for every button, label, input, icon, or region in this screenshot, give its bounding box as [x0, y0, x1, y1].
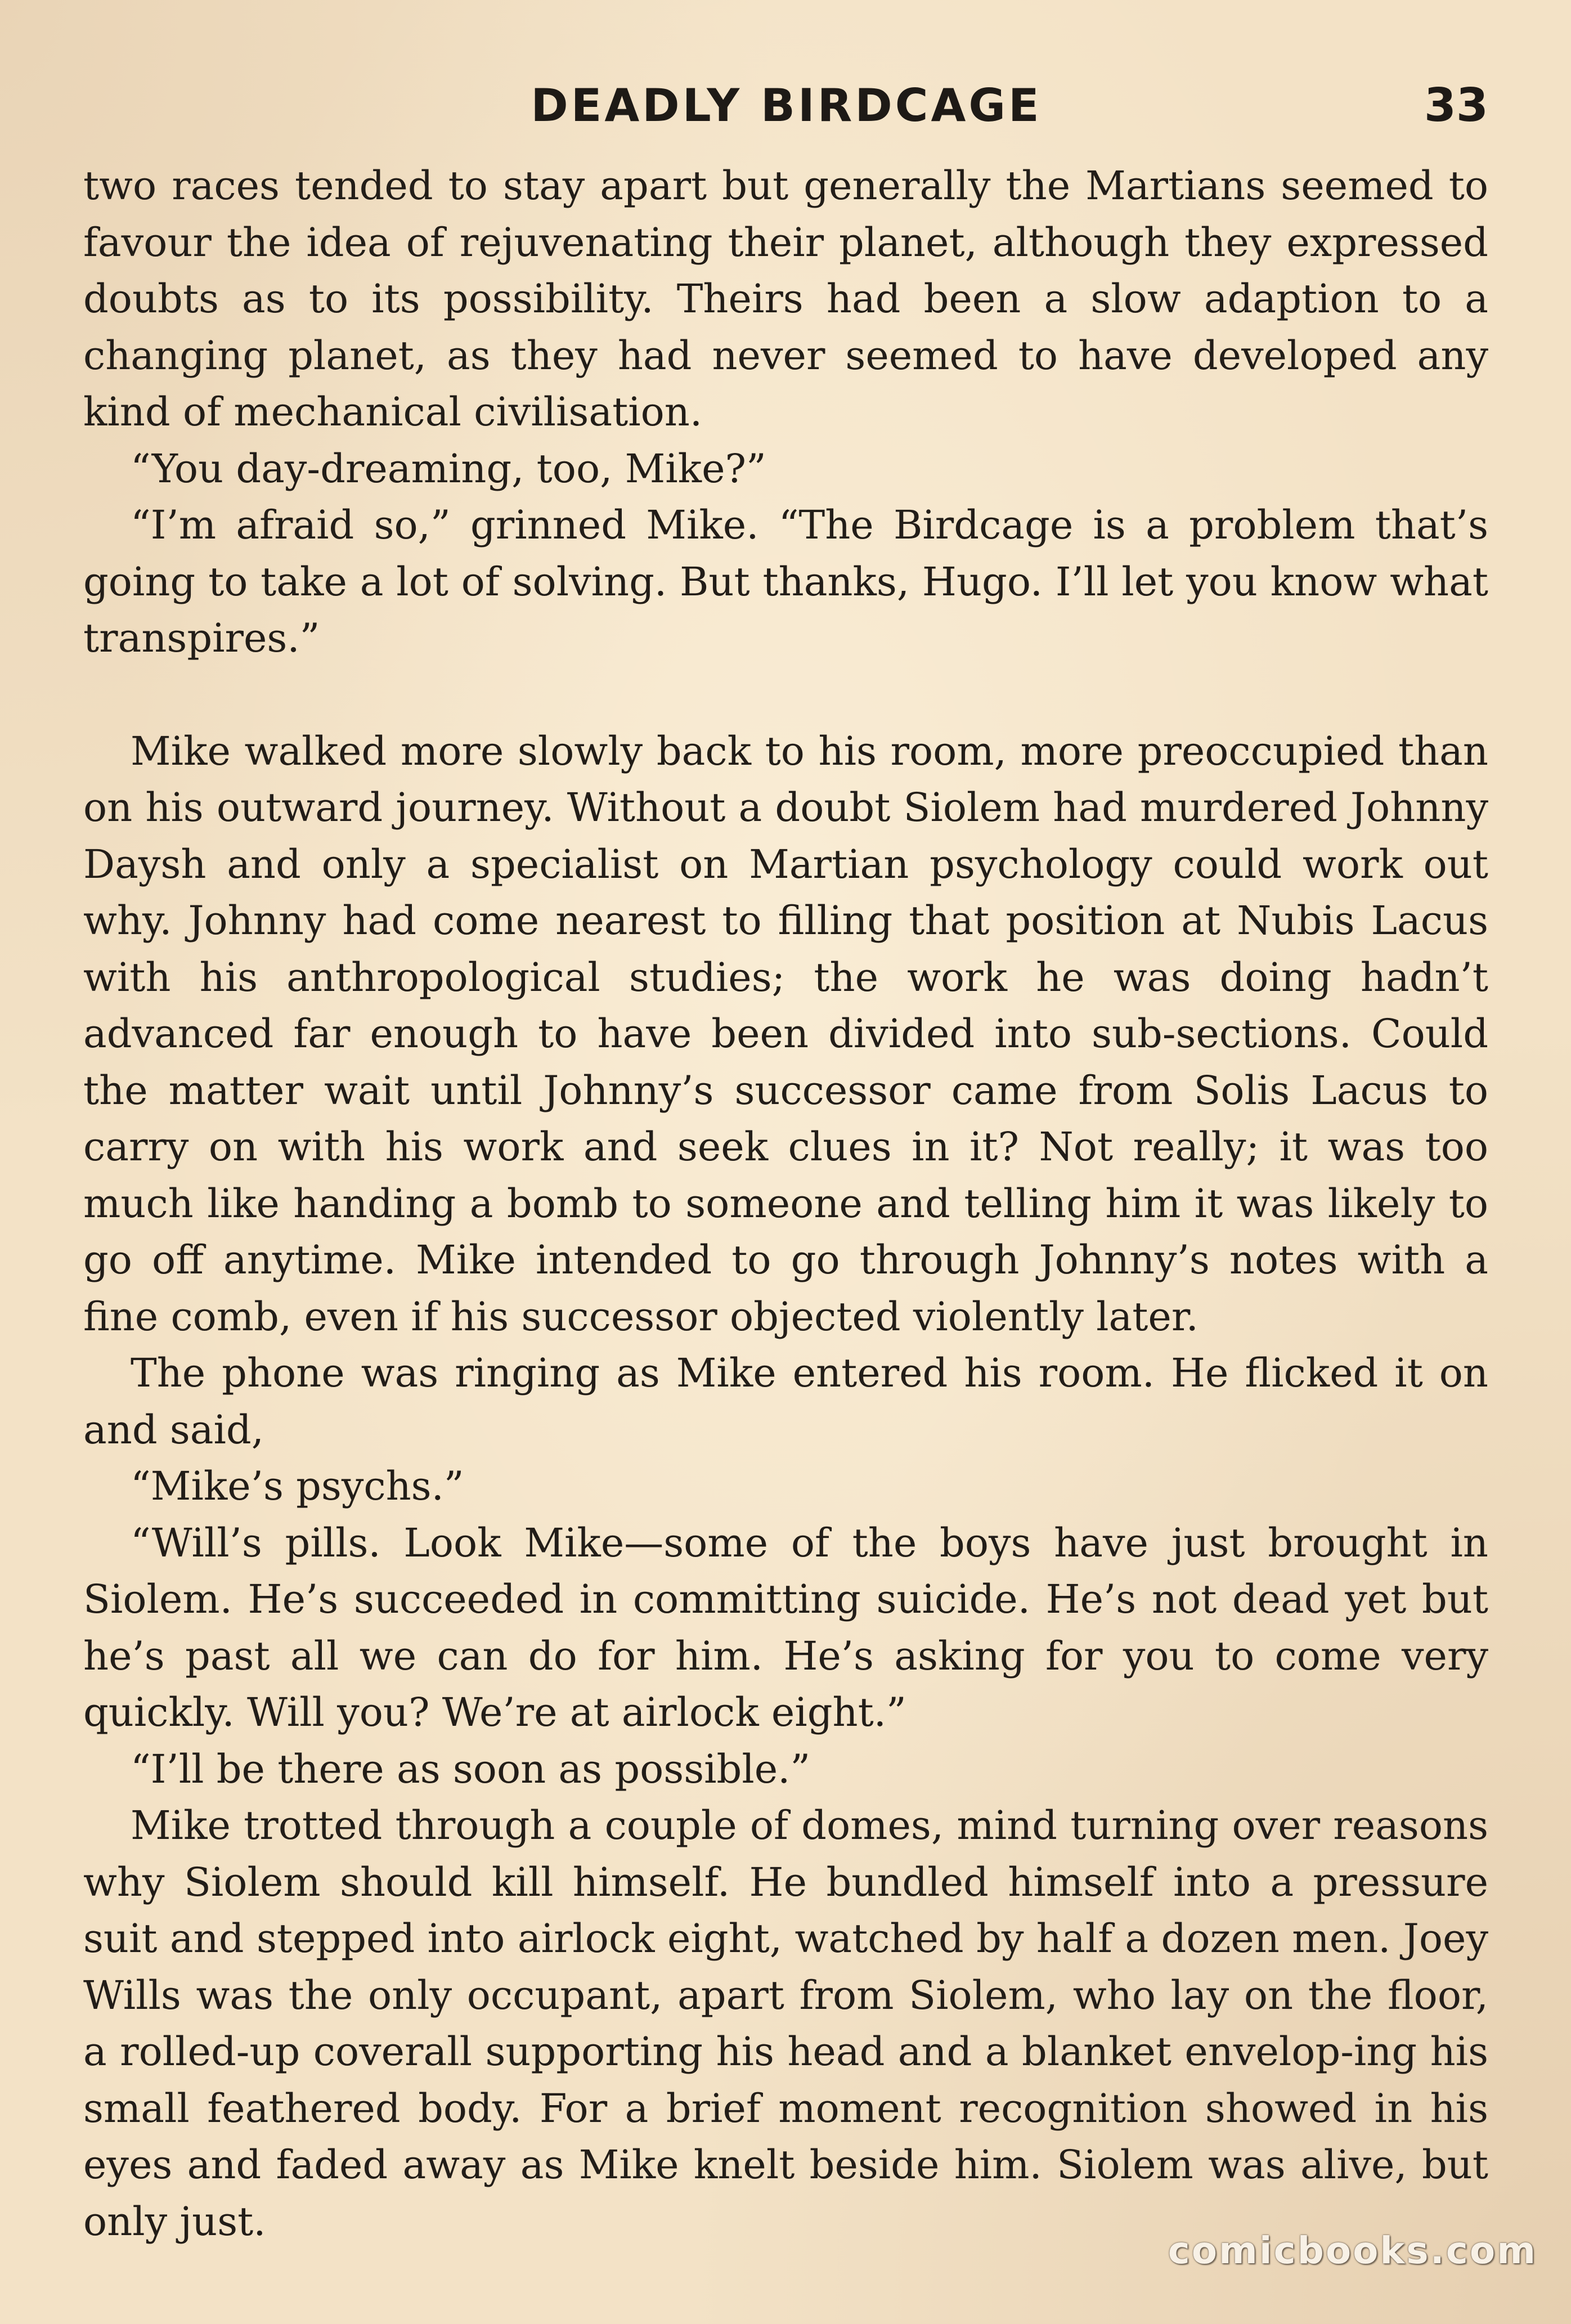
- paragraph: Mike walked more slowly back to his room, more preoccupied than on his outward journey. Without a doubt Siolem had murdered Johnny Daysh and only a specialist on Martian psychology could work out why. Johnny had come nearest to filling that position at Nubis Lacus with his anthropological studies; the work he was doing hadn’t advanced far enough to have been divided into sub-sections. Could the matter wait until Johnny’s successor came from Solis Lacus to carry on with his work and seek clues in it? Not really; it was too much like handing a bomb to someone and telling him it was likely to go off anytime. Mike intended to go through Johnny’s notes with a fine comb, even if his successor objected violently later.: [83, 728, 1488, 1340]
- paragraph: The phone was ringing as Mike entered his room. He flicked it on and said,: [83, 1350, 1488, 1453]
- paragraph: “I’ll be there as soon as possible.”: [131, 1746, 811, 1792]
- page-header: [84, 72, 1488, 140]
- running-title: DEADLY BIRDCAGE: [531, 79, 1042, 132]
- paragraph: “Will’s pills. Look Mike—some of the boys have just brought in Siolem. He’s succeeded in committing suicide. He’s not dead yet but he’s past all we can do for him. He’s asking for you to come very quickly. Will you? We’re at airlock eight.”: [83, 1519, 1488, 1735]
- paragraph: Mike trotted through a couple of domes, mind turning over reasons why Siolem should kill himself. He bundled himself into a pressure suit and stepped into airlock eight, watched by half a dozen men. Joey Wills was the only occupant, apart from Siolem, who lay on the floor, a rolled-up coverall supporting his head and a blanket envelop-ing his small feathered body. For a brief moment recognition showed in his eyes and faded away as Mike knelt beside him. Siolem was alive, but only just.: [83, 1802, 1488, 2245]
- paragraph: “Mike’s psychs.”: [131, 1463, 464, 1509]
- paragraph: “You day-dreaming, too, Mike?”: [131, 445, 766, 492]
- watermark: comicbooks.com: [1168, 2229, 1537, 2272]
- page-number: 33: [1424, 79, 1488, 132]
- paragraph: two races tended to stay apart but generally the Martians seemed to favour the idea of rejuvenating their planet, although they expressed doubts as to its possibility. Theirs had been a slow adaption to a changing planet, as they had never seemed to have developed any kind of mechanical civilisation.: [83, 163, 1488, 435]
- paragraph: “I’m afraid so,” grinned Mike. “The Birdcage is a problem that’s going to take a lot of solving. But thanks, Hugo. I’ll let you know what transpires.”: [83, 502, 1488, 661]
- body-text: [83, 158, 1488, 2250]
